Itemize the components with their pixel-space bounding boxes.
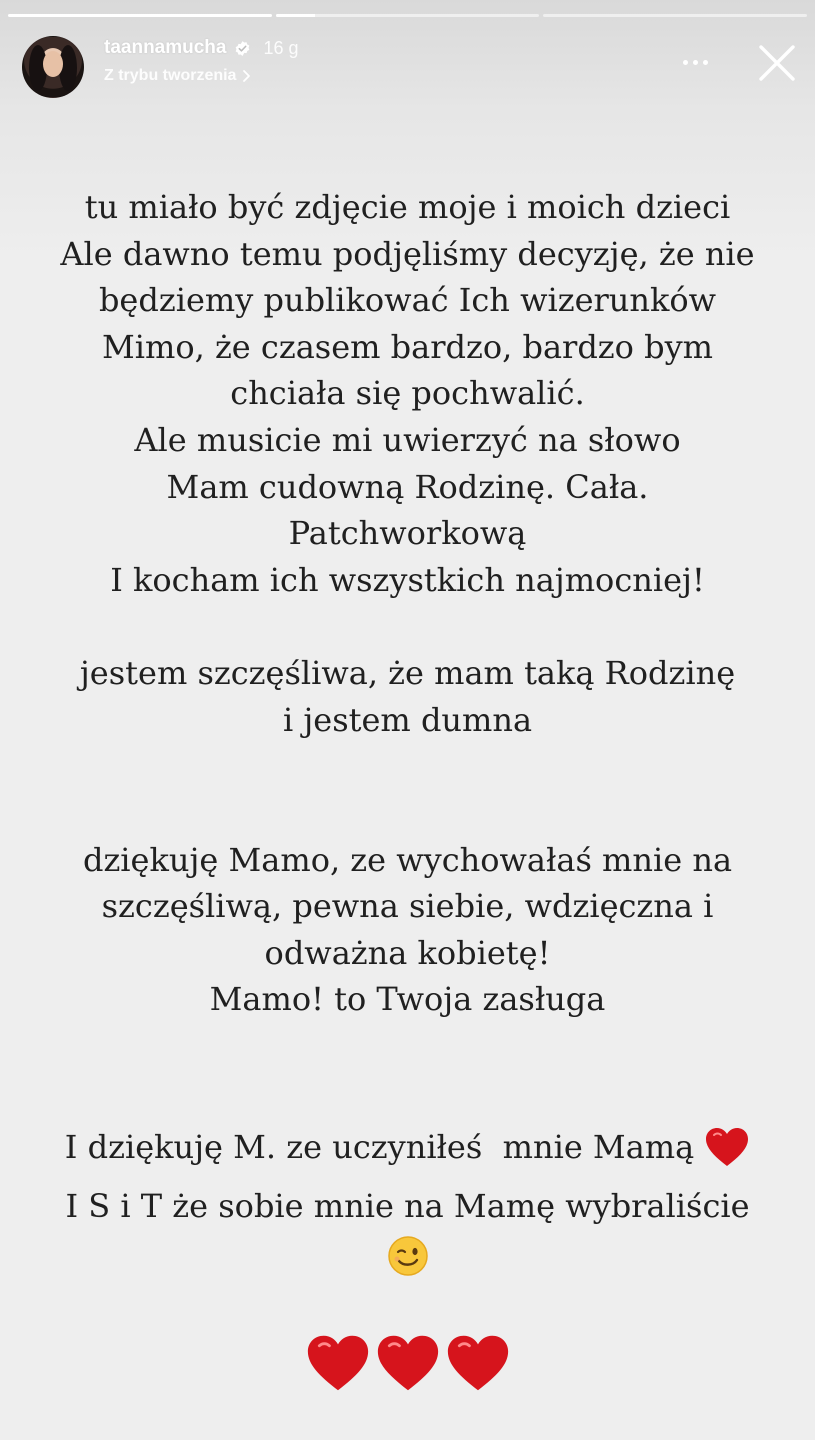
text-line: Ale dawno temu podjęliśmy decyzję, że nie (60, 234, 755, 273)
text-line: Mamo! to Twoja zasługa (209, 980, 606, 1019)
chevron-right-icon (242, 69, 251, 83)
heart-icon (704, 1126, 750, 1168)
story-header (22, 33, 797, 95)
text-line: szczęśliwą, pewna siebie, wdzięczna i (101, 887, 714, 926)
user-line (104, 37, 299, 59)
heart-icon (305, 1332, 371, 1394)
text-line: I S i T że sobie mnie na Mamę wybraliście (65, 1186, 750, 1225)
progress-segment-3 (543, 14, 807, 17)
text-line: I dziękuję M. ze uczyniłeś mnie Mamą (64, 1127, 695, 1166)
verified-badge-icon (234, 40, 251, 57)
post-time: 16 g (263, 37, 299, 58)
story-progress-bar (8, 14, 807, 17)
text-line: dziękuję Mamo, ze wychowałaś mnie na (82, 840, 733, 879)
text-line: tu miało być zdjęcie moje i moich dzieci (84, 188, 731, 226)
text-line: chciała się pochwalić. (230, 374, 585, 413)
text-line-with-heart (40, 1124, 775, 1171)
text-line: Patchworkową (288, 514, 527, 553)
progress-segment-2 (276, 14, 540, 17)
close-icon[interactable] (757, 43, 797, 83)
text-line: Mimo, że czasem bardzo, bardzo bym (101, 327, 713, 366)
text-line: jestem szczęśliwa, że mam taką Rodzinę (79, 654, 736, 693)
text-line: i jestem dumna (282, 700, 533, 739)
text-line: I kocham ich wszystkich najmocniej! (110, 560, 705, 599)
heart-icon (375, 1332, 441, 1394)
more-icon[interactable] (677, 47, 713, 77)
text-line: odważna kobietę! (264, 933, 551, 972)
text-line: Ale musicie mi uwierzyć na słowo (134, 420, 681, 459)
username[interactable]: taannamucha (104, 37, 227, 58)
story-text (40, 184, 775, 1394)
text-line: Mam cudowną Rodzinę. Cała. (166, 467, 649, 506)
wink-emoji (40, 1231, 775, 1290)
avatar[interactable] (22, 36, 84, 98)
wink-emoji-icon (387, 1235, 429, 1277)
text-line: będziemy publikować Ich wizerunków (98, 281, 717, 320)
progress-segment-1 (8, 14, 272, 17)
hearts-row (40, 1332, 775, 1394)
heart-icon (445, 1332, 511, 1394)
creation-mode-label: Z trybu tworzenia (104, 67, 237, 84)
creation-mode-link[interactable] (104, 67, 251, 85)
